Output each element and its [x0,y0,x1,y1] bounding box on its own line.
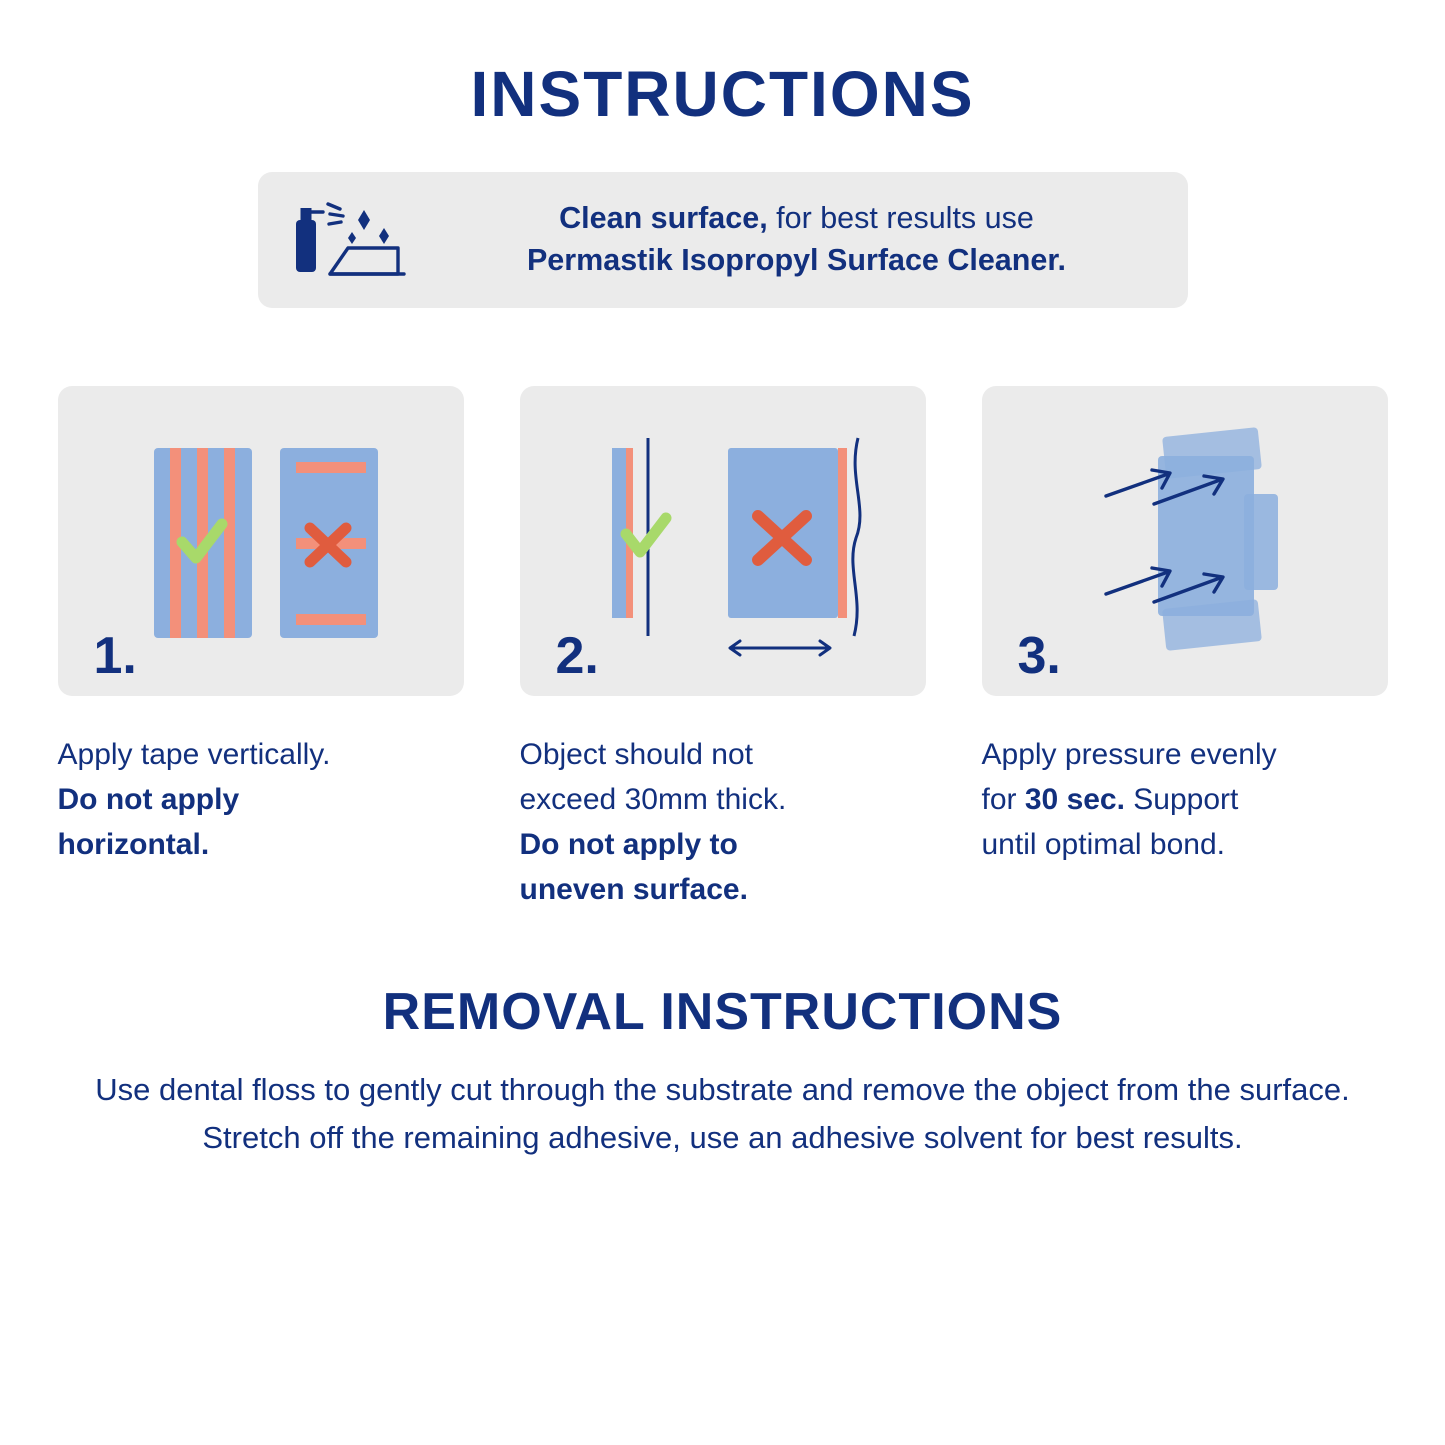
step-2-card [520,386,926,696]
step-2-number: 2. [555,627,599,685]
step-3-line2-pre: for [981,783,1025,816]
removal-title: REMOVAL INSTRUCTIONS [382,983,1063,1041]
step-2 [520,386,926,912]
step-1-text [58,732,464,867]
step-3 [982,386,1388,912]
page-title: INSTRUCTIONS [470,58,975,130]
steps-row [0,386,1445,912]
step-3-line2-post: Support [1124,783,1239,816]
step-3-line3: until optimal bond. [981,828,1225,861]
clean-surface-text [434,197,1160,281]
step-1-number: 1. [93,627,137,685]
clean-surface-rest: for best results use [767,200,1034,235]
step-2-line4: uneven surface. [519,873,748,906]
clean-surface-strong: Clean surface, [559,200,768,235]
step-1-line1: Apply tape vertically. [57,738,331,771]
step-1 [58,386,464,912]
step-2-line2: exceed 30mm thick. [519,783,787,816]
step-2-line3: Do not apply to [519,828,738,861]
step-2-text [520,732,926,912]
step-1-line3: horizontal. [57,828,210,861]
step-3-number: 3. [1017,627,1061,685]
step-1-line2: Do not apply [57,783,240,816]
step-2-line1: Object should not [519,738,753,771]
step-3-text [982,732,1388,867]
removal-body: Use dental floss to gently cut through the substrate and remove the object from the surface. Stretch off the remaining adhesive, use an adhesive solvent for best results. [95,1072,1350,1156]
clean-surface-line2: Permastik Isopropyl Surface Cleaner. [526,243,1067,277]
step-1-card [58,386,464,696]
clean-surface-banner [258,172,1188,308]
spray-bottle-sparkle-icon [286,196,412,282]
step-3-card [982,386,1388,696]
step-3-line1: Apply pressure evenly [981,738,1277,771]
step-3-line2-strong: 30 sec. [1024,783,1125,816]
